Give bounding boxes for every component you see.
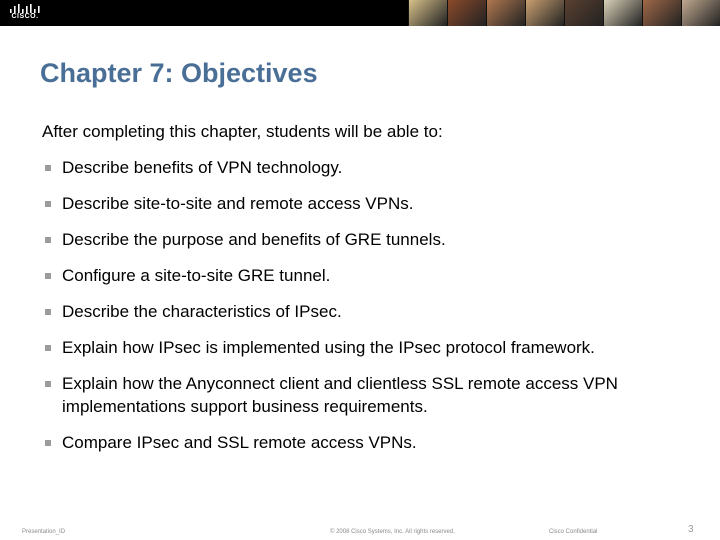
header-photo	[642, 0, 681, 26]
header-photo	[408, 0, 447, 26]
header-photo	[681, 0, 720, 26]
header-photo	[564, 0, 603, 26]
objective-text: Explain how IPsec is implemented using the IPsec protocol framework.	[62, 338, 595, 357]
header-photo	[525, 0, 564, 26]
cisco-bars-icon	[9, 4, 41, 13]
bullet-square-icon	[45, 237, 51, 243]
objective-text: Describe site-to-site and remote access VPNs.	[62, 194, 414, 213]
bullet-square-icon	[45, 165, 51, 171]
bullet-square-icon	[45, 201, 51, 207]
footer-copyright: © 2008 Cisco Systems, Inc. All rights reserved.	[330, 529, 455, 535]
bullet-square-icon	[45, 440, 51, 446]
objective-item	[42, 228, 642, 251]
objectives-list	[42, 156, 642, 467]
header-photo-strip	[408, 0, 720, 26]
objective-item	[42, 300, 642, 323]
cisco-logo	[8, 3, 42, 23]
objective-item	[42, 336, 642, 359]
objective-text: Explain how the Anyconnect client and clientless SSL remote access VPN implementations support business requirements.	[62, 374, 618, 416]
objective-text: Compare IPsec and SSL remote access VPNs.	[62, 433, 417, 452]
objective-item	[42, 192, 642, 215]
page-number: 3	[688, 524, 694, 535]
objective-text: Describe the characteristics of IPsec.	[62, 302, 342, 321]
slide-title: Chapter 7: Objectives	[40, 58, 318, 88]
bullet-square-icon	[45, 273, 51, 279]
bullet-square-icon	[45, 345, 51, 351]
intro-text: After completing this chapter, students will be able to:	[42, 122, 443, 141]
bullet-square-icon	[45, 309, 51, 315]
objective-item	[42, 264, 642, 287]
objective-item	[42, 431, 642, 454]
cisco-logo-text: CISCO.	[11, 13, 39, 20]
header-photo	[447, 0, 486, 26]
header-photo	[486, 0, 525, 26]
objective-item	[42, 156, 642, 179]
objective-item	[42, 372, 642, 418]
objective-text: Describe benefits of VPN technology.	[62, 158, 343, 177]
header-banner	[0, 0, 720, 26]
header-photo	[603, 0, 642, 26]
objective-text: Configure a site-to-site GRE tunnel.	[62, 266, 331, 285]
footer-confidential: Cisco Confidential	[549, 529, 598, 535]
footer-presentation-id: Presentation_ID	[22, 529, 66, 535]
objective-text: Describe the purpose and benefits of GRE tunnels.	[62, 230, 446, 249]
bullet-square-icon	[45, 381, 51, 387]
